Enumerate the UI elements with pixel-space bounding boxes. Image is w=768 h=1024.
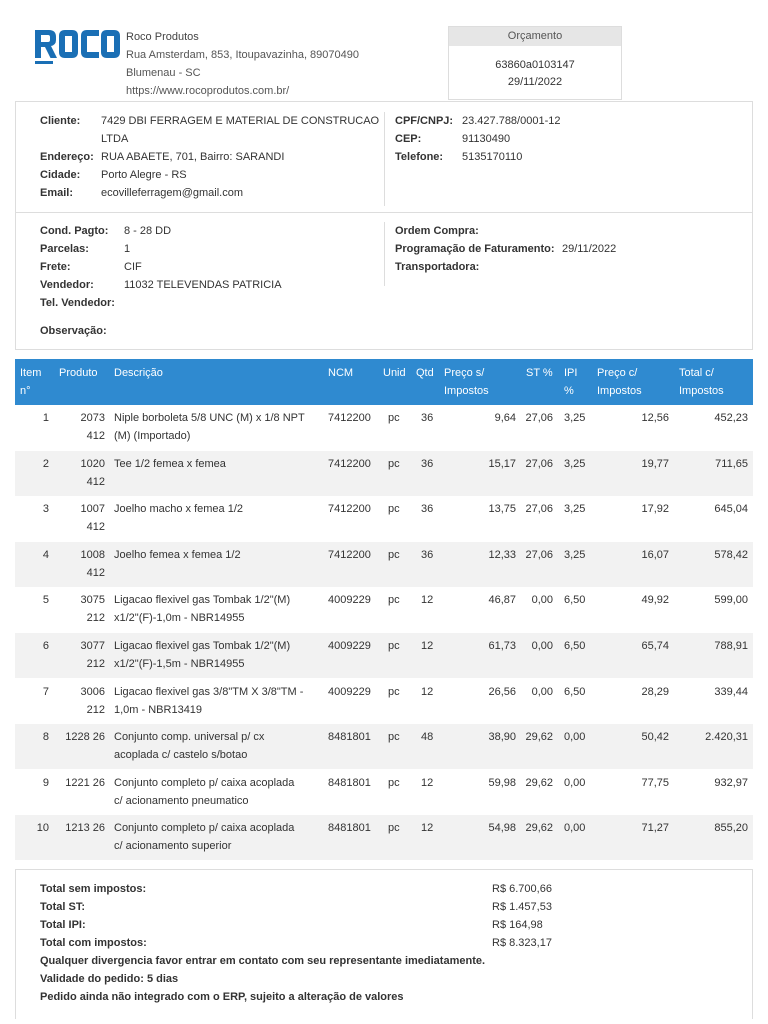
cep-value: 91130490 bbox=[462, 133, 511, 145]
price-with-tax: 17,92 bbox=[641, 503, 669, 516]
total-sem-value: R$ 6.700,66 bbox=[492, 883, 552, 895]
unit: pc bbox=[388, 731, 400, 744]
ipi-percent: 3,25 bbox=[564, 503, 586, 516]
st-percent: 29,62 bbox=[525, 822, 553, 835]
telefone-label: Telefone: bbox=[395, 151, 444, 163]
header-unid: Unid bbox=[383, 367, 406, 379]
cliente-value: 7429 DBI FERRAGEM E MATERIAL DE CONSTRUCAO bbox=[101, 115, 380, 127]
company-name: Roco Produtos bbox=[126, 31, 199, 43]
product-code-line: 212 bbox=[86, 612, 105, 625]
roco-logo-icon bbox=[34, 26, 122, 66]
product-code-line: 1008 bbox=[80, 548, 105, 561]
quantity: 48 bbox=[421, 731, 434, 744]
ncm-code: 8481801 bbox=[328, 822, 371, 835]
product-code-line: 3077 bbox=[80, 640, 105, 652]
price-with-tax: 16,07 bbox=[641, 548, 669, 561]
total-with-tax: 2.420,31 bbox=[705, 731, 748, 744]
quantity: 36 bbox=[421, 412, 434, 424]
transportadora-label: Transportadora: bbox=[395, 261, 480, 273]
quote-number: 63860a0103147 bbox=[495, 59, 575, 71]
product-code bbox=[55, 728, 105, 746]
quantity: 36 bbox=[421, 457, 434, 470]
item-number: 1 bbox=[42, 412, 49, 424]
product-code bbox=[55, 591, 105, 627]
total-st-label: Total ST: bbox=[40, 901, 86, 913]
product-description-line: Conjunto completo p/ caixa acoplada bbox=[114, 776, 295, 789]
table-row bbox=[15, 587, 753, 632]
price-with-tax: 28,29 bbox=[641, 685, 669, 698]
tel-vendedor-label: Tel. Vendedor: bbox=[40, 297, 115, 309]
price-without-tax: 46,87 bbox=[488, 594, 516, 607]
header-ncm: NCM bbox=[328, 367, 354, 379]
product-description bbox=[114, 728, 324, 764]
table-row bbox=[15, 679, 753, 724]
product-description bbox=[114, 637, 324, 673]
product-code-line: 1020 bbox=[80, 457, 105, 470]
table-row bbox=[15, 496, 753, 541]
st-percent: 0,00 bbox=[531, 640, 553, 652]
ncm-code: 4009229 bbox=[328, 685, 371, 698]
price-without-tax: 38,90 bbox=[488, 731, 516, 744]
items-table-header bbox=[15, 359, 753, 405]
header-preco-s: Preço s/ bbox=[444, 367, 485, 379]
table-row bbox=[15, 633, 753, 678]
note-validade: Validade do pedido: 5 dias bbox=[40, 973, 179, 985]
st-percent: 27,06 bbox=[525, 503, 553, 516]
item-number: 5 bbox=[42, 594, 49, 607]
frete-value: CIF bbox=[124, 261, 142, 273]
total-with-tax: 711,65 bbox=[715, 457, 748, 470]
quantity: 12 bbox=[421, 640, 434, 652]
cep-label: CEP: bbox=[395, 133, 422, 145]
product-description bbox=[114, 819, 324, 855]
price-with-tax: 77,75 bbox=[641, 776, 669, 789]
ncm-code: 8481801 bbox=[328, 731, 371, 744]
product-code-line: 1221 26 bbox=[65, 776, 105, 789]
ipi-percent: 3,25 bbox=[564, 457, 586, 470]
total-with-tax: 855,20 bbox=[714, 822, 748, 835]
programacao-label: Programação de Faturamento: bbox=[395, 243, 555, 255]
product-description-line: Conjunto comp. universal p/ cx bbox=[114, 731, 265, 744]
st-percent: 27,06 bbox=[525, 548, 553, 561]
product-description-line: Joelho femea x femea 1/2 bbox=[114, 548, 241, 561]
email-label: Email: bbox=[40, 187, 74, 199]
price-with-tax: 19,77 bbox=[641, 457, 669, 470]
header-total: Total c/ bbox=[679, 367, 714, 379]
product-code-line: 412 bbox=[86, 430, 105, 442]
cpf-label: CPF/CNPJ: bbox=[395, 115, 454, 127]
product-code bbox=[55, 500, 105, 536]
price-without-tax: 54,98 bbox=[488, 822, 516, 835]
product-description-line: Joelho macho x femea 1/2 bbox=[114, 503, 244, 516]
product-code bbox=[55, 819, 105, 837]
ncm-code: 8481801 bbox=[328, 776, 371, 789]
endereco-label: Endereço: bbox=[40, 151, 94, 163]
price-without-tax: 15,17 bbox=[488, 457, 516, 470]
product-code-line: 2073 bbox=[80, 412, 105, 424]
ipi-percent: 6,50 bbox=[564, 594, 586, 607]
quantity: 12 bbox=[421, 776, 434, 789]
total-with-tax: 339,44 bbox=[714, 685, 748, 698]
company-info bbox=[126, 28, 359, 100]
column-divider bbox=[384, 222, 385, 286]
company-url[interactable]: https://www.rocoprodutos.com.br/ bbox=[126, 85, 290, 97]
product-description-line: Conjunto completo p/ caixa acoplada bbox=[114, 822, 295, 835]
price-without-tax: 59,98 bbox=[488, 776, 516, 789]
product-description-line: 1,0m - NBR13419 bbox=[114, 703, 203, 716]
product-code bbox=[55, 455, 105, 491]
company-city: Blumenau - SC bbox=[126, 67, 201, 79]
product-description-line: c/ acionamento superior bbox=[114, 840, 232, 853]
ordem-compra-label: Ordem Compra: bbox=[395, 225, 479, 237]
header-ipi: IPI bbox=[564, 367, 578, 379]
item-number: 6 bbox=[42, 640, 49, 652]
header-descricao: Descrição bbox=[114, 367, 163, 379]
ncm-code: 4009229 bbox=[328, 594, 371, 607]
product-description bbox=[114, 455, 324, 473]
company-logo bbox=[34, 26, 122, 66]
product-code bbox=[55, 409, 105, 445]
product-code bbox=[55, 546, 105, 582]
quote-date: 29/11/2022 bbox=[507, 76, 563, 88]
vendedor-value: 11032 TELEVENDAS PATRICIA bbox=[124, 279, 282, 291]
price-with-tax: 65,74 bbox=[641, 640, 669, 652]
table-row bbox=[15, 724, 753, 769]
section-divider bbox=[16, 212, 752, 213]
product-code bbox=[55, 683, 105, 719]
unit: pc bbox=[388, 412, 400, 424]
quantity: 36 bbox=[421, 548, 434, 561]
item-number: 7 bbox=[42, 685, 49, 698]
unit: pc bbox=[388, 822, 400, 835]
product-code bbox=[55, 637, 105, 673]
ipi-percent: 0,00 bbox=[564, 822, 586, 835]
cidade-value: Porto Alegre - RS bbox=[101, 169, 187, 181]
product-description bbox=[114, 683, 324, 719]
total-st-value: R$ 1.457,53 bbox=[492, 901, 552, 913]
unit: pc bbox=[388, 457, 400, 470]
column-divider bbox=[384, 112, 385, 206]
ncm-code: 7412200 bbox=[328, 457, 371, 470]
ipi-percent: 6,50 bbox=[564, 640, 586, 652]
product-description-line: Ligacao flexivel gas 3/8"TM X 3/8"TM - bbox=[114, 685, 304, 698]
header-produto: Produto bbox=[59, 367, 98, 379]
price-with-tax: 50,42 bbox=[641, 731, 669, 744]
table-row bbox=[15, 405, 753, 450]
header-total-cont: Impostos bbox=[679, 385, 724, 397]
product-code-line: 1228 26 bbox=[65, 731, 105, 744]
cond-pagto-label: Cond. Pagto: bbox=[40, 225, 109, 237]
st-percent: 27,06 bbox=[525, 412, 553, 424]
observacao-label: Observação: bbox=[40, 325, 107, 337]
header-item: Item bbox=[20, 367, 42, 379]
product-code-line: 412 bbox=[86, 521, 105, 534]
cpf-value: 23.427.788/0001-12 bbox=[462, 115, 561, 127]
ipi-percent: 3,25 bbox=[564, 412, 586, 424]
item-number: 2 bbox=[42, 457, 49, 470]
product-code-line: 212 bbox=[86, 658, 105, 670]
product-description-line: Ligacao flexivel gas Tombak 1/2"(M) bbox=[114, 594, 291, 607]
price-without-tax: 13,75 bbox=[488, 503, 516, 516]
note-divergencia: Qualquer divergencia favor entrar em contato com seu representante imediatamente. bbox=[40, 955, 486, 967]
product-code-line: 212 bbox=[86, 703, 105, 716]
st-percent: 29,62 bbox=[525, 731, 553, 744]
total-with-tax: 452,23 bbox=[714, 412, 748, 424]
product-description bbox=[114, 591, 324, 627]
header-qtd: Qtd bbox=[416, 367, 434, 379]
product-description-line: Niple borboleta 5/8 UNC (M) x 1/8 NPT bbox=[114, 412, 305, 424]
table-row bbox=[15, 542, 753, 587]
unit: pc bbox=[388, 503, 400, 516]
table-row bbox=[15, 451, 753, 496]
price-without-tax: 61,73 bbox=[488, 640, 516, 652]
product-description bbox=[114, 409, 324, 445]
product-description-line: c/ acionamento pneumatico bbox=[114, 794, 249, 807]
unit: pc bbox=[388, 640, 400, 652]
parcelas-value: 1 bbox=[124, 243, 131, 255]
ncm-code: 7412200 bbox=[328, 548, 371, 561]
total-with-tax: 932,97 bbox=[714, 776, 748, 789]
quote-title: Orçamento bbox=[449, 27, 621, 46]
product-code-line: 1213 26 bbox=[65, 822, 105, 835]
item-number: 8 bbox=[42, 731, 49, 744]
cidade-label: Cidade: bbox=[40, 169, 81, 181]
header-st: ST % bbox=[526, 367, 553, 379]
product-description-line: (M) (Importado) bbox=[114, 430, 191, 442]
product-description bbox=[114, 546, 324, 564]
frete-label: Frete: bbox=[40, 261, 71, 273]
ipi-percent: 0,00 bbox=[564, 776, 586, 789]
product-description-line: Tee 1/2 femea x femea bbox=[114, 457, 226, 470]
st-percent: 0,00 bbox=[531, 685, 553, 698]
quantity: 12 bbox=[421, 594, 434, 607]
ipi-percent: 6,50 bbox=[564, 685, 586, 698]
total-with-tax: 578,42 bbox=[714, 548, 748, 561]
total-with-tax: 599,00 bbox=[714, 594, 748, 607]
ipi-percent: 3,25 bbox=[564, 548, 586, 561]
ncm-code: 7412200 bbox=[328, 503, 371, 516]
product-description bbox=[114, 500, 324, 518]
header-preco-c: Preço c/ bbox=[597, 367, 638, 379]
price-with-tax: 12,56 bbox=[641, 412, 669, 424]
product-description-line: Ligacao flexivel gas Tombak 1/2"(M) bbox=[114, 640, 291, 652]
total-com-label: Total com impostos: bbox=[40, 937, 147, 949]
company-address: Rua Amsterdam, 853, Itoupavazinha, 89070490 bbox=[126, 49, 359, 61]
item-number: 3 bbox=[42, 503, 49, 516]
header-preco-c-cont: Impostos bbox=[597, 385, 642, 397]
st-percent: 29,62 bbox=[525, 776, 553, 789]
unit: pc bbox=[388, 548, 400, 561]
item-number: 4 bbox=[42, 548, 49, 561]
telefone-value: 5135170110 bbox=[462, 151, 523, 163]
product-code-line: 412 bbox=[86, 566, 105, 579]
cliente-label: Cliente: bbox=[40, 115, 81, 127]
price-with-tax: 71,27 bbox=[641, 822, 669, 835]
totals-box bbox=[15, 869, 753, 1019]
total-with-tax: 645,04 bbox=[714, 503, 748, 516]
header-preco-s-cont: Impostos bbox=[444, 385, 489, 397]
product-description-line: acoplada c/ castelo s/botao bbox=[114, 749, 248, 762]
quantity: 36 bbox=[421, 503, 434, 516]
product-description-line: x1/2"(F)-1,0m - NBR14955 bbox=[114, 612, 245, 625]
endereco-value: RUA ABAETE, 701, Bairro: SARANDI bbox=[101, 151, 285, 163]
unit: pc bbox=[388, 594, 400, 607]
ncm-code: 4009229 bbox=[328, 640, 371, 652]
price-with-tax: 49,92 bbox=[641, 594, 669, 607]
table-row bbox=[15, 815, 753, 860]
header-ipi-cont: % bbox=[564, 385, 574, 397]
cond-pagto-value: 8 - 28 DD bbox=[124, 225, 172, 237]
item-number: 9 bbox=[42, 776, 49, 789]
quantity: 12 bbox=[421, 685, 434, 698]
quantity: 12 bbox=[421, 822, 434, 835]
table-row bbox=[15, 770, 753, 815]
st-percent: 27,06 bbox=[525, 457, 553, 470]
total-with-tax: 788,91 bbox=[714, 640, 748, 652]
product-code-line: 3075 bbox=[80, 594, 105, 607]
header-item-no: n° bbox=[20, 385, 31, 397]
product-code-line: 412 bbox=[86, 475, 105, 488]
note-erp: Pedido ainda não integrado com o ERP, sujeito a alteração de valores bbox=[40, 991, 404, 1003]
product-description bbox=[114, 774, 324, 810]
quote-box bbox=[448, 26, 622, 100]
customer-order-box bbox=[15, 101, 753, 350]
price-without-tax: 9,64 bbox=[494, 412, 516, 424]
price-without-tax: 26,56 bbox=[488, 685, 516, 698]
unit: pc bbox=[388, 776, 400, 789]
total-com-value: R$ 8.323,17 bbox=[492, 937, 552, 949]
total-sem-label: Total sem impostos: bbox=[40, 883, 147, 895]
total-ipi-value: R$ 164,98 bbox=[492, 919, 543, 931]
unit: pc bbox=[388, 685, 400, 698]
total-ipi-label: Total IPI: bbox=[40, 919, 86, 931]
email-value: ecovilleferragem@gmail.com bbox=[101, 187, 243, 199]
item-number: 10 bbox=[36, 822, 49, 835]
product-code-line: 3006 bbox=[80, 685, 105, 698]
product-code-line: 1007 bbox=[80, 503, 105, 516]
cliente-value-cont: LTDA bbox=[101, 133, 129, 145]
vendedor-label: Vendedor: bbox=[40, 279, 94, 291]
parcelas-label: Parcelas: bbox=[40, 243, 89, 255]
product-code bbox=[55, 774, 105, 792]
st-percent: 0,00 bbox=[531, 594, 553, 607]
ipi-percent: 0,00 bbox=[564, 731, 586, 744]
ncm-code: 7412200 bbox=[328, 412, 371, 424]
product-description-line: x1/2"(F)-1,5m - NBR14955 bbox=[114, 658, 245, 670]
price-without-tax: 12,33 bbox=[488, 548, 516, 561]
programacao-value: 29/11/2022 bbox=[562, 243, 617, 255]
